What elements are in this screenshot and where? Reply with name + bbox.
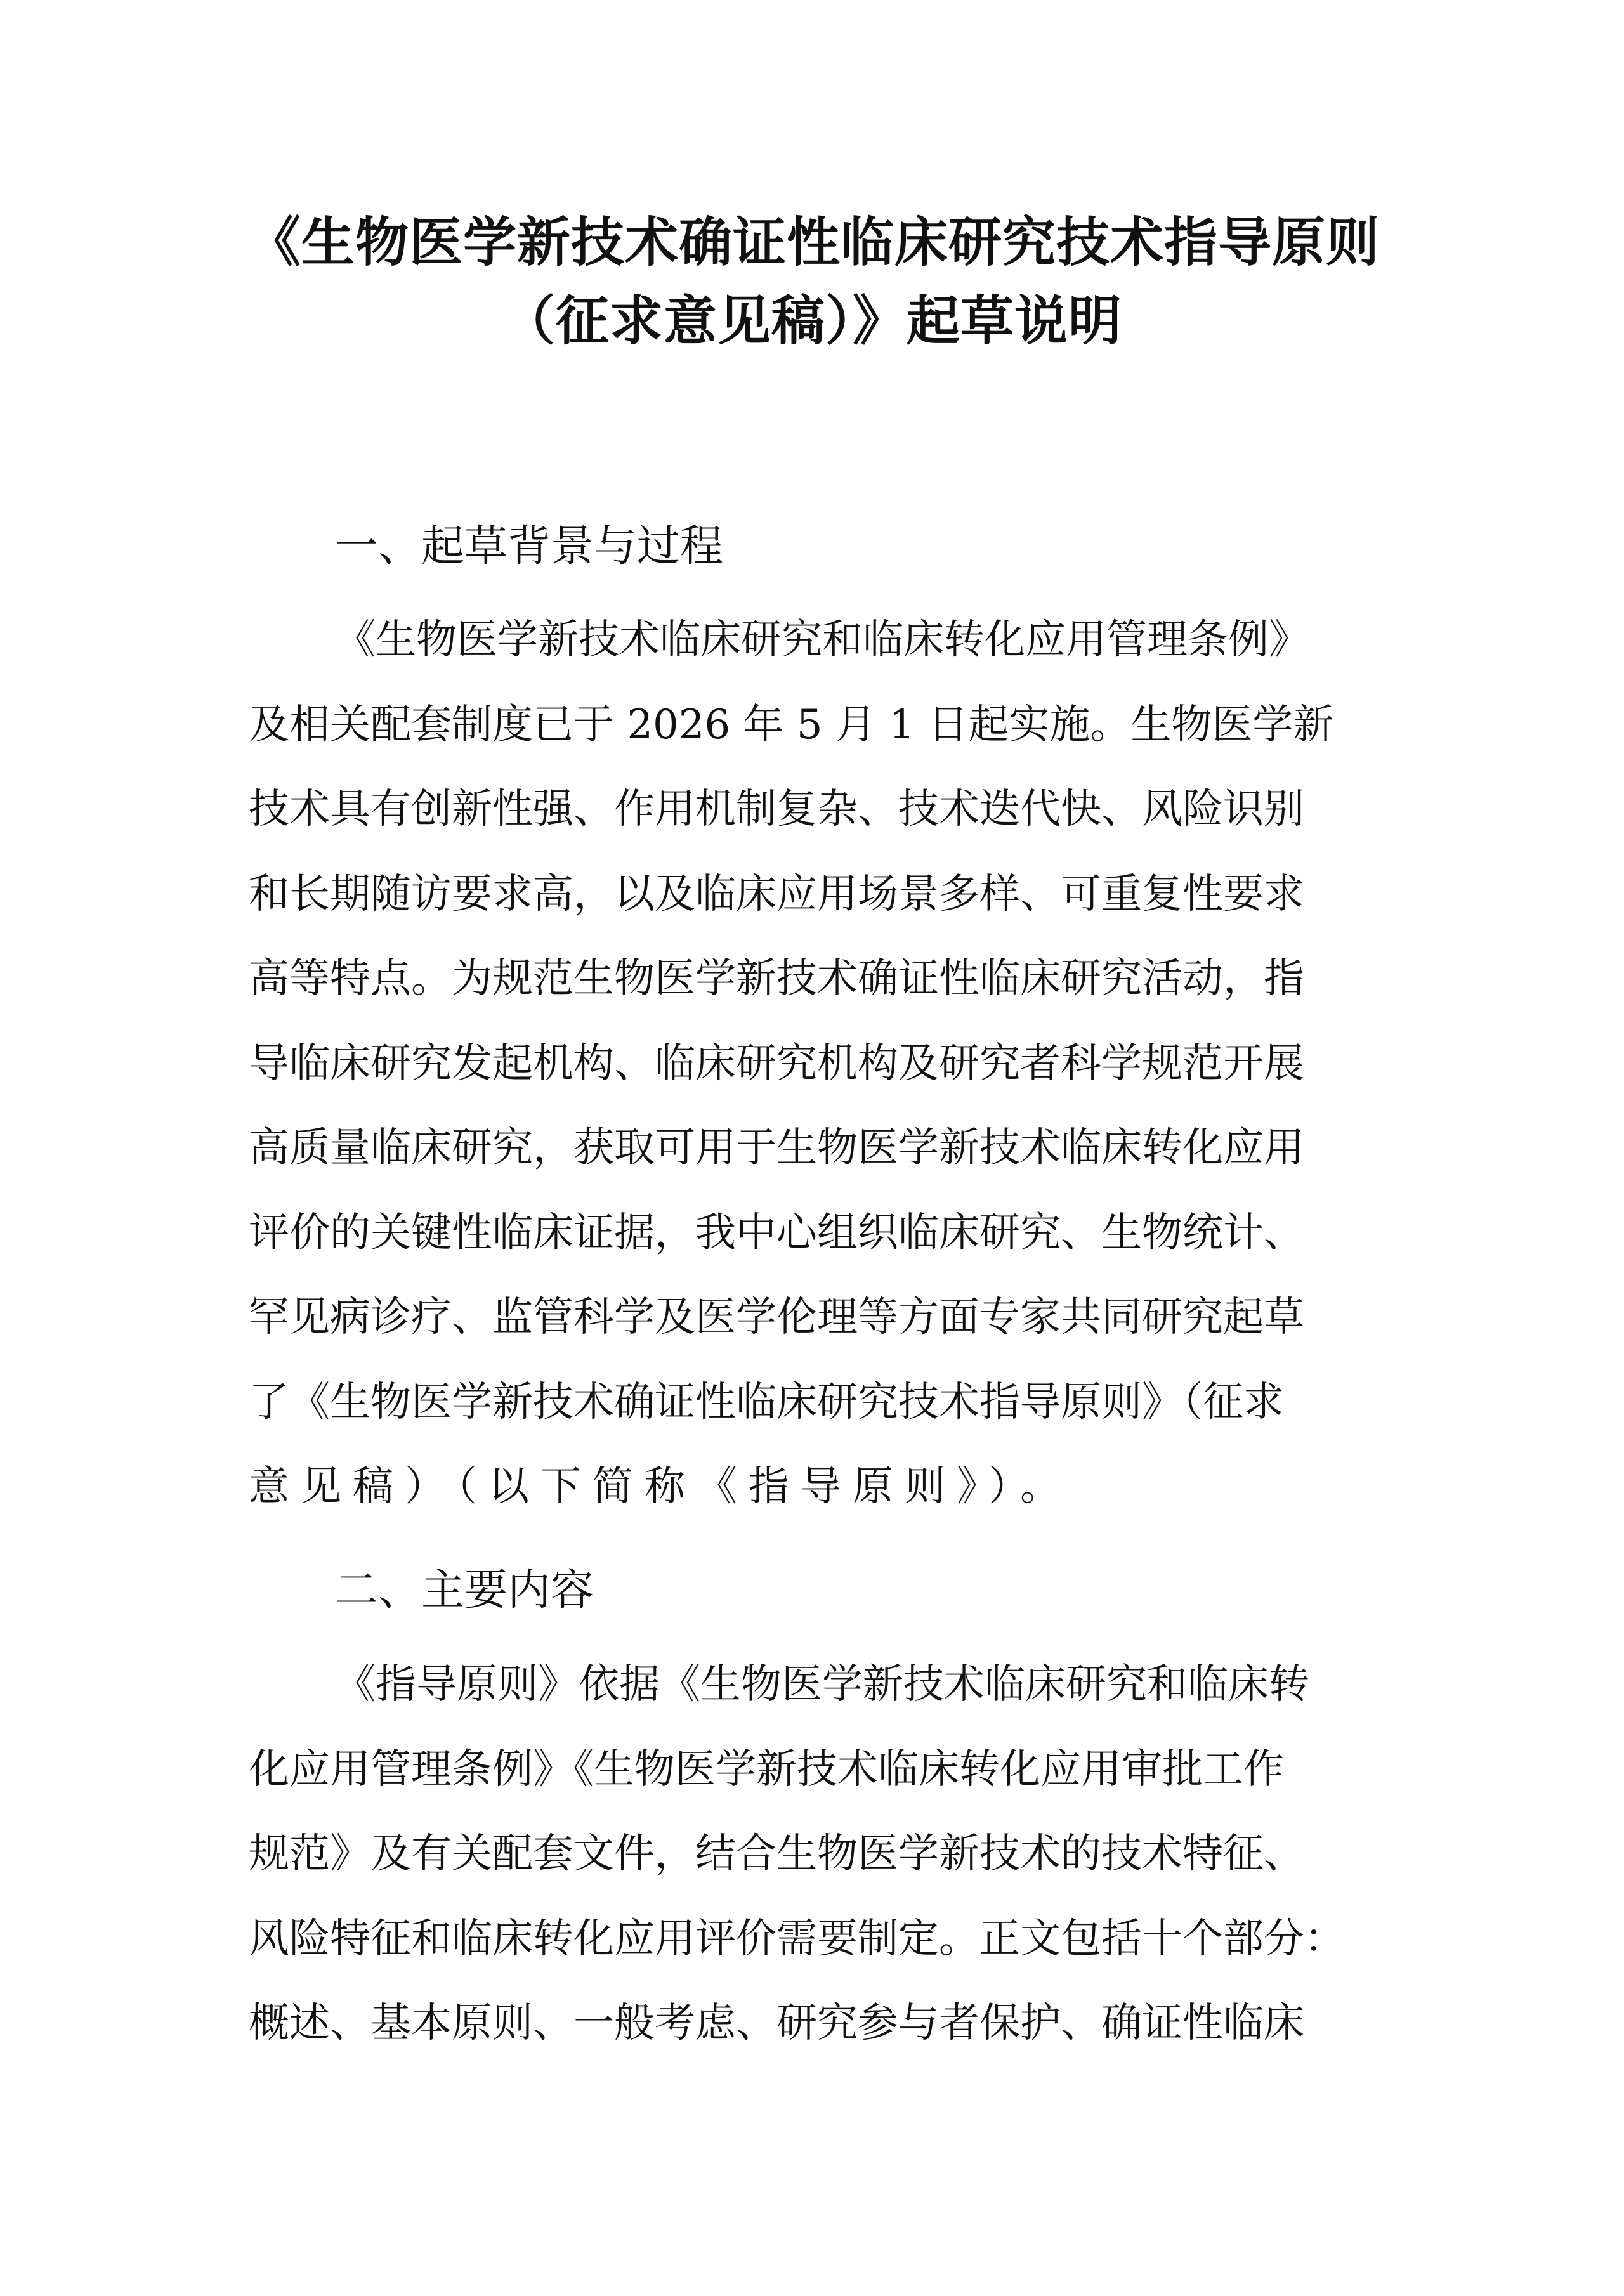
paragraph-line: 评价的关键性临床证据，我中心组织临床研究、生物统计、 [249,1209,1304,1256]
paragraph-line: 罕见病诊疗、监管科学及医学伦理等方面专家共同研究起草 [249,1294,1304,1341]
paragraph-line: 《生物医学新技术临床研究和临床转化应用管理条例》 [335,616,1309,663]
paragraph-line: 《指导原则》依据《生物医学新技术临床研究和临床转 [335,1661,1309,1708]
section-heading-main-content: 二、主要内容 [335,1565,594,1615]
paragraph-main-content [249,1643,1373,2066]
paragraph-line: 技术具有创新性强、作用机制复杂、技术迭代快、风险识别 [249,786,1304,833]
paragraph-line: 及相关配套制度已于 2026 年 5 月 1 日起实施。生物医学新 [249,701,1334,748]
paragraph-line: 高等特点。为规范生物医学新技术确证性临床研究活动，指 [249,955,1304,1002]
paragraph-line: 化应用管理条例》《生物医学新技术临床转化应用审批工作 [249,1745,1284,1793]
title-line-2: （征求意见稿）》起草说明 [501,290,1122,352]
document-title [247,203,1380,360]
paragraph-line: 高质量临床研究，获取可用于生物医学新技术临床转化应用 [249,1125,1304,1171]
paragraph-line: 意见稿）（以下简称《指导原则》）。 [249,1463,1072,1510]
paragraph-line: 和长期随访要求高，以及临床应用场景多样、可重复性要求 [249,870,1304,918]
paragraph-line: 了《生物医学新技术确证性临床研究技术指导原则》（征求 [249,1378,1284,1426]
paragraph-line: 规范》及有关配套文件，结合生物医学新技术的技术特征、 [249,1830,1304,1877]
section-heading-background: 一、起草背景与过程 [335,521,724,571]
paragraph-line: 风险特征和临床转化应用评价需要制定。正文包括十个部分： [249,1915,1345,1962]
title-line-1: 《生物医学新技术确证性临床研究技术指导原则 [247,211,1380,273]
paragraph-background [249,598,1373,1530]
paragraph-line: 导临床研究发起机构、临床研究机构及研究者科学规范开展 [249,1040,1304,1087]
paragraph-line: 概述、基本原则、一般考虑、研究参与者保护、确证性临床 [249,2000,1304,2047]
